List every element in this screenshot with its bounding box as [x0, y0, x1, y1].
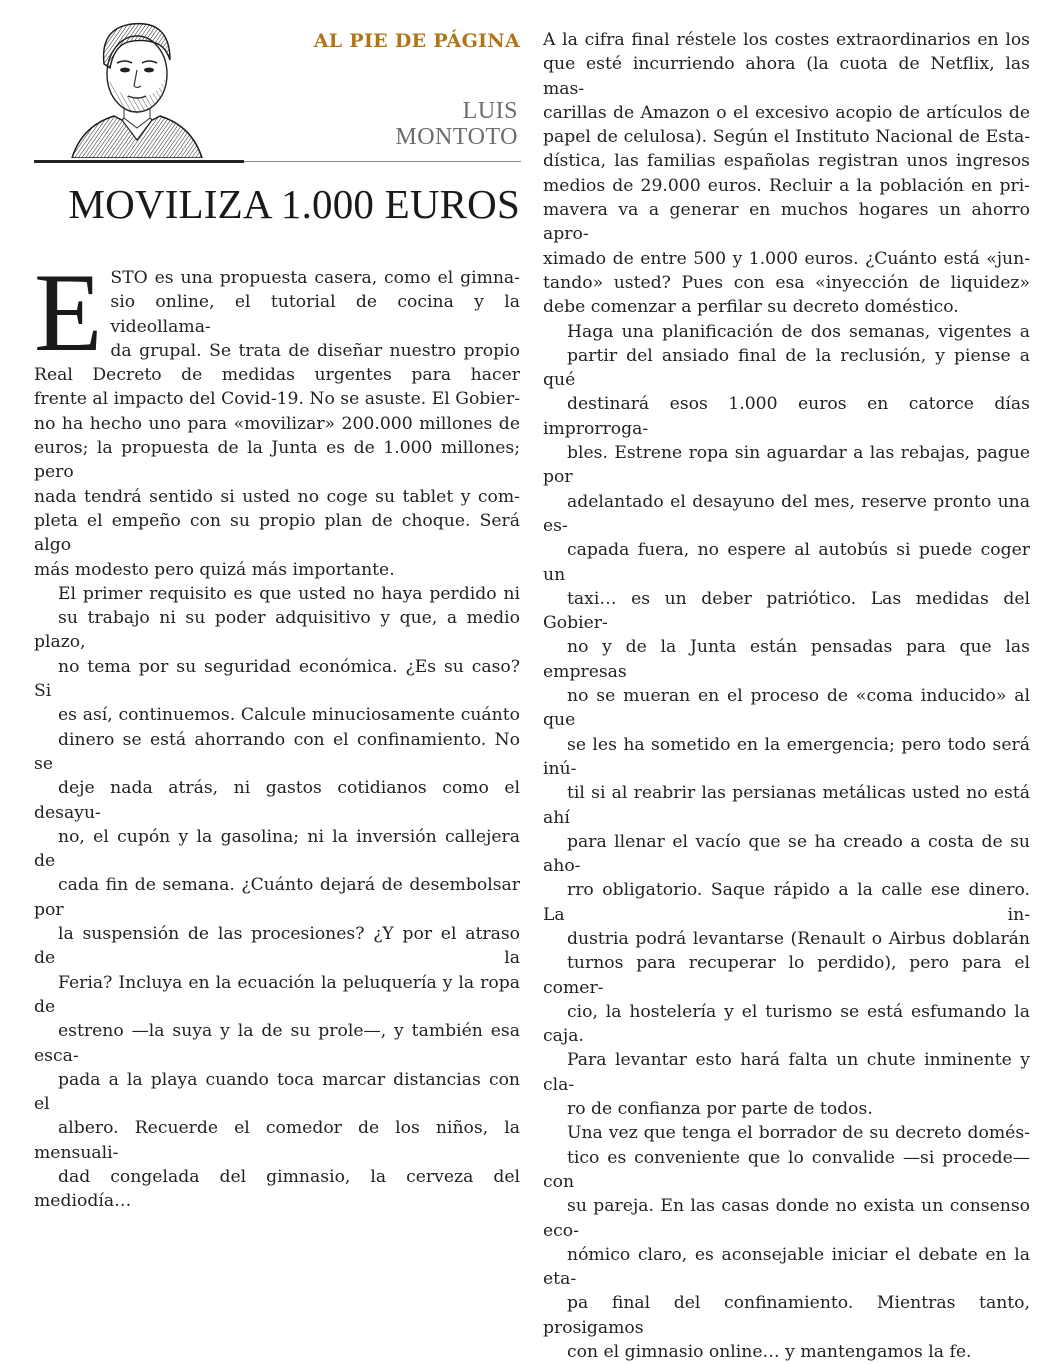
text-line: nómico claro, es aconsejable iniciar el debate en la eta- — [543, 1244, 1030, 1290]
text-line: nada tendrá sentido si usted no coge su tablet y com- — [34, 486, 520, 507]
text-line: A la cifra final réstele los costes extraordinarios en los — [543, 30, 1030, 50]
text-line: estreno —la suya y la de su prole—, y también esa esca- — [34, 1021, 520, 1066]
text-line: til si al reabrir las persianas metálicas usted no está ahí — [543, 783, 1030, 828]
section-label: AL PIE DE PÁGINA — [313, 30, 520, 52]
text-line: no ha hecho uno para «movilizar» 200.000 millones de — [34, 413, 520, 434]
text-line: euros; la propuesta de la Junta es de 1.000 millones; pero — [34, 438, 520, 483]
text-line: Real Decreto de medidas urgentes para hacer — [34, 365, 520, 386]
text-line: Una vez que tenga el borrador de su decreto domés- — [567, 1123, 1030, 1144]
text-line: Haga una planificación de dos semanas, vigentes a — [567, 321, 1030, 342]
author-last-name: MONTOTO — [395, 124, 518, 150]
article-right-column — [543, 28, 1030, 1364]
text-line: es así, continuemos. Calcule minuciosamente cuánto — [58, 705, 520, 726]
text-line: dística, las familias españolas registran unos ingresos — [543, 151, 1030, 172]
headline: MOVILIZA 1.000 EUROS — [68, 181, 520, 227]
text-line: da grupal. Se trata de diseñar nuestro propio — [110, 340, 520, 361]
text-line: no se mueran en el proceso de «coma inducido» al que — [543, 686, 1030, 731]
text-line: ro de confianza por parte de todos. — [567, 1099, 873, 1120]
text-line: carillas de Amazon o el excesivo acopio de artículos de — [543, 102, 1030, 123]
text-line: dad congelada del gimnasio, la cerveza del mediodía… — [34, 1166, 520, 1212]
text-line: ximado de entre 500 y 1.000 euros. ¿Cuánto está «jun- — [543, 248, 1030, 269]
text-line: debe comenzar a perfilar su decreto doméstico. — [543, 297, 959, 318]
text-line: destinará esos 1.000 euros en catorce días improrroga- — [543, 394, 1030, 439]
text-line: STO es una propuesta casera, como el gimna- — [110, 268, 520, 288]
text-line: sio online, el tutorial de cocina y la videollama- — [110, 292, 520, 337]
text-line: albero. Recuerde el comedor de los niños, la mensuali- — [34, 1118, 520, 1163]
text-line: no y de la Junta están pensadas para que las empresas — [543, 637, 1030, 682]
text-line: Feria? Incluya en la ecuación la peluquería y la ropa de — [34, 972, 520, 1017]
text-line: con el gimnasio online… y mantengamos la fe. — [567, 1342, 972, 1363]
author-portrait — [62, 8, 212, 158]
text-line: rro obligatorio. Saque rápido a la calle ese dinero. La in- — [543, 880, 1030, 925]
text-line: Para levantar esto hará falta un chute inminente y cla- — [543, 1050, 1030, 1095]
text-line: bles. Estrene ropa sin aguardar a las rebajas, pague por — [543, 443, 1030, 488]
article-paragraph — [543, 28, 1030, 320]
text-line: El primer requisito es que usted no haya perdido ni — [58, 583, 520, 604]
article-paragraph — [34, 582, 520, 1214]
header-divider-accent — [34, 160, 244, 163]
author-first-name: LUIS — [462, 98, 518, 124]
text-line: su pareja. En las casas donde no exista un consenso eco- — [543, 1196, 1030, 1241]
text-line: tando» usted? Pues con esa «inyección de liquidez» — [543, 272, 1030, 293]
text-line: deje nada atrás, ni gastos cotidianos como el desayu- — [34, 778, 520, 823]
text-line: pleta el empeño con su propio plan de choque. Será algo — [34, 510, 520, 556]
text-line: frente al impacto del Covid-19. No se asuste. El Gobier- — [34, 389, 520, 410]
text-line: turnos para recuperar lo perdido), pero para el comer- — [543, 953, 1030, 998]
text-line: dustria podrá levantarse (Renault o Airbus doblarán — [567, 928, 1030, 949]
text-line: adelantado el desayuno del mes, reserve pronto una es- — [543, 491, 1030, 536]
article-paragraph — [34, 251, 520, 582]
text-line: capada fuera, no espere al autobús si puede coger un — [543, 540, 1030, 585]
text-line: cio, la hostelería y el turismo se está esfumando la caja. — [543, 1001, 1030, 1047]
text-line: papel de celulosa). Según el Instituto Nacional de Esta- — [543, 127, 1030, 148]
drop-cap: E — [34, 251, 103, 375]
text-line: pa final del confinamiento. Mientras tanto, prosigamos — [543, 1293, 1030, 1338]
author-byline — [395, 98, 518, 150]
text-line: partir del ansiado final de la reclusión, y piense a qué — [543, 345, 1030, 391]
article-left-column — [34, 251, 520, 1214]
text-line: su trabajo ni su poder adquisitivo y que, a medio plazo, — [34, 608, 520, 653]
text-line: dinero se está ahorrando con el confinamiento. No se — [34, 729, 520, 774]
text-line: para llenar el vacío que se ha creado a costa de su aho- — [543, 831, 1030, 877]
text-line: se les ha sometido en la emergencia; pero todo será inú- — [543, 734, 1030, 779]
text-line: mavera va a generar en muchos hogares un ahorro apro- — [543, 200, 1030, 245]
text-line: taxi… es un deber patriótico. Las medidas del Gobier- — [543, 588, 1030, 634]
article-paragraph — [543, 320, 1030, 1122]
text-line: que esté incurriendo ahora (la cuota de Netflix, las mas- — [543, 54, 1030, 99]
text-line: cada fin de semana. ¿Cuánto dejará de desembolsar por — [34, 875, 520, 920]
text-line: la suspensión de las procesiones? ¿Y por el atraso de la — [34, 924, 520, 969]
text-line: pada a la playa cuando toca marcar distancias con el — [34, 1069, 520, 1115]
text-line: no tema por su seguridad económica. ¿Es su caso? Si — [34, 656, 520, 702]
text-line: no, el cupón y la gasolina; ni la inversión callejera de — [34, 826, 520, 872]
text-line: más modesto pero quizá más importante. — [34, 559, 395, 580]
text-line: medios de 29.000 euros. Recluir a la población en pri- — [543, 175, 1030, 196]
text-line: tico es conveniente que lo convalide —si procede— con — [543, 1147, 1030, 1192]
article-paragraph — [543, 1121, 1030, 1364]
